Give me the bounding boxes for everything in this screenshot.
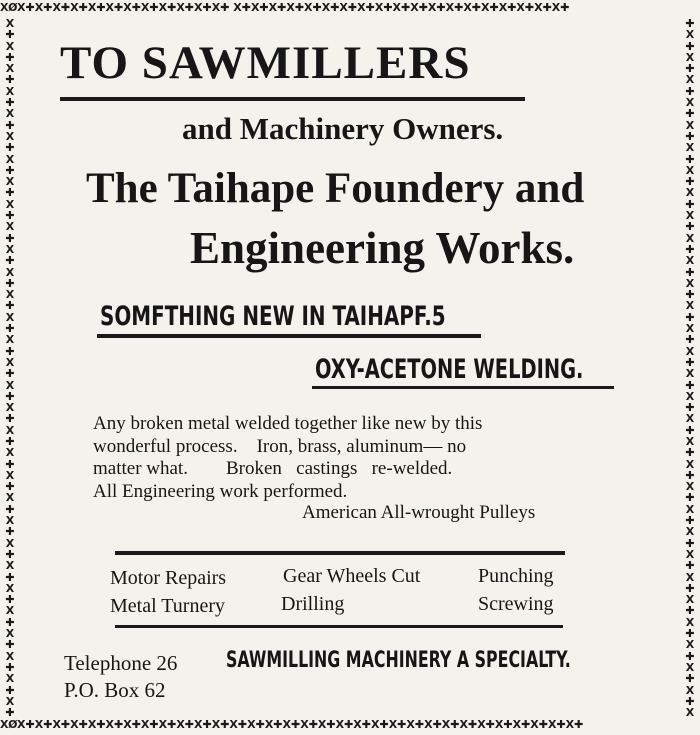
service-punching: Punching [478,565,554,587]
body-line-1: Any broken metal welded together like new by this [93,413,483,434]
service-title-rule [312,386,614,389]
service-title: OXY-ACETONE WELDING. [315,354,584,385]
body-line-3: matter what. Broken castings re-welded. [93,458,453,479]
specialty-line: SAWMILLING MACHINERY A SPECIALTY. [226,648,571,673]
service-metal-turnery: Metal Turnery [110,595,225,617]
service-motor-repairs: Motor Repairs [110,567,227,589]
ornamental-border-bottom: XØX✚X✚X✚X✚X✚X✚X✚X✚X✚X✚X✚X✚X✚X✚X✚X✚X✚X✚X✚X✚X✚X✚X✚X✚X✚X✚X✚X✚X✚X✚X✚X✚ [0,718,584,731]
po-box: P.O. Box 62 [64,678,166,702]
headline-rule [60,97,525,101]
announcement-rule [97,334,481,338]
company-name-line-2: Engineering Works. [190,223,575,273]
body-line-2: wonderful process. Iron, brass, aluminum— no [93,436,467,457]
body-line-4: All Engineering work performed. [93,481,348,502]
ornamental-border-right: ✚X✚X✚X✚X✚X✚X✚X✚X✚X✚X✚X✚X✚X✚X✚X✚X✚X✚X✚X✚X✚X✚X✚X✚X✚X✚X✚X✚X✚X✚X✚X [685,18,695,718]
headline: TO SAWMILLERS [60,37,471,89]
service-screwing: Screwing [478,593,554,615]
company-name-line-1: The Taihape Foundery and [86,165,585,212]
subheadline: and Machinery Owners. [182,111,504,146]
service-drilling: Drilling [281,593,345,615]
service-gear-wheels: Gear Wheels Cut [283,565,421,587]
ornamental-border-left: X✚X✚X✚X✚X✚X✚X✚X✚X✚X✚X✚X✚X✚X✚X✚X✚X✚X✚X✚X✚X✚X✚X✚X✚X✚X✚X✚X✚X✚X✚X✚ [5,18,15,718]
services-top-rule [115,551,565,555]
telephone: Telephone 26 [64,651,178,675]
body-line-5: American All-wrought Pulleys [302,502,536,523]
ornamental-border-top: XØX✚X✚X✚X✚X✚X✚X✚X✚X✚X✚X✚X✚ X✚X✚X✚X✚X✚X✚X✚X✚X✚X✚X✚X✚X✚X✚X✚X✚X✚X✚X✚ [0,1,570,14]
announcement: SOMFTHING NEW IN TAIHAPF.5 [100,301,446,332]
services-bottom-rule [115,625,563,628]
